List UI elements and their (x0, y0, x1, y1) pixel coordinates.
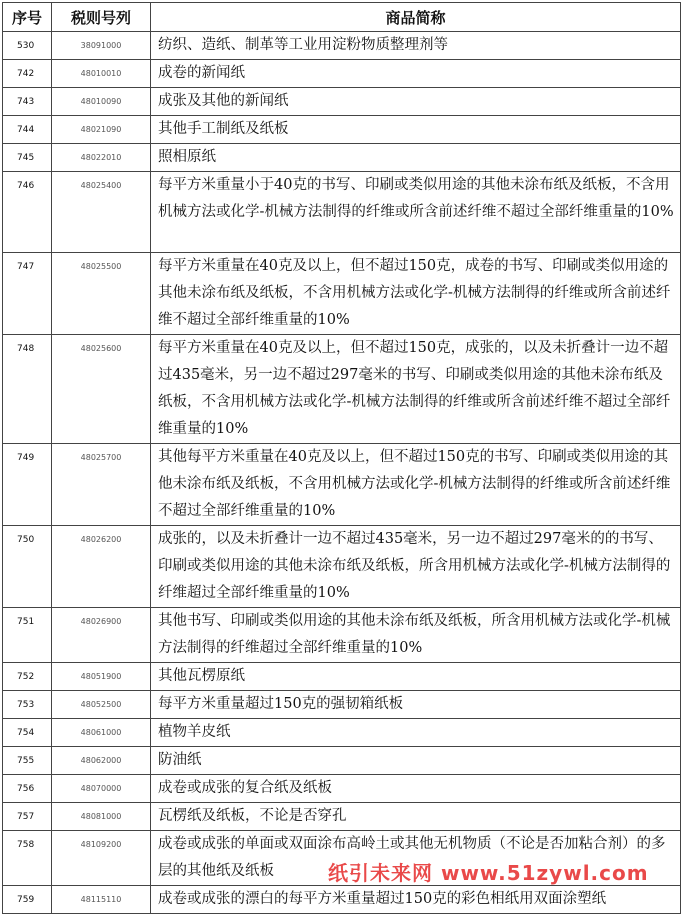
row-seq: 530 (3, 32, 52, 60)
table-row (3, 335, 681, 444)
table-row (3, 691, 681, 719)
row-code: 48025400 (52, 172, 151, 253)
row-name: 每平方米重量小于40克的书写、印刷或类似用途的其他未涂布纸及纸板，不含用机械方法或化学-机械方法制得的纤维或所含前述纤维不超过全部纤维重量的10% (151, 172, 681, 253)
row-seq: 748 (3, 335, 52, 444)
row-seq: 742 (3, 60, 52, 88)
table-row (3, 886, 681, 914)
site-watermark: 纸引未来网 www.51zywl.com (328, 861, 649, 885)
header-name: 商品简称 (151, 3, 681, 32)
row-code: 48025700 (52, 444, 151, 526)
header-code: 税则号列 (52, 3, 151, 32)
row-name: 防油纸 (151, 747, 681, 775)
table-row (3, 88, 681, 116)
row-name: 其他书写、印刷或类似用途的其他未涂布纸及纸板，所含用机械方法或化学-机械方法制得的纤维超过全部纤维重量的10% (151, 608, 681, 663)
table-row (3, 253, 681, 335)
row-code: 48025500 (52, 253, 151, 335)
row-name: 植物羊皮纸 (151, 719, 681, 747)
row-code: 48109200 (52, 831, 151, 886)
row-seq: 750 (3, 526, 52, 608)
row-name: 成卷的新闻纸 (151, 60, 681, 88)
row-seq: 755 (3, 747, 52, 775)
row-code: 48026200 (52, 526, 151, 608)
row-name: 其他每平方米重量在40克及以上，但不超过150克的书写、印刷或类似用途的其他未涂布纸及纸板，不含用机械方法或化学-机械方法制得的纤维或所含前述纤维不超过全部纤维重量的10% (151, 444, 681, 526)
row-seq: 744 (3, 116, 52, 144)
tariff-table (2, 2, 681, 914)
row-name: 其他手工制纸及纸板 (151, 116, 681, 144)
table-row (3, 663, 681, 691)
row-seq: 751 (3, 608, 52, 663)
table-row (3, 608, 681, 663)
row-seq: 759 (3, 886, 52, 914)
row-name: 照相原纸 (151, 144, 681, 172)
row-seq: 747 (3, 253, 52, 335)
header-seq: 序号 (3, 3, 52, 32)
row-seq: 746 (3, 172, 52, 253)
row-name: 成卷或成张的复合纸及纸板 (151, 775, 681, 803)
row-code: 48115110 (52, 886, 151, 914)
table-row (3, 144, 681, 172)
row-seq: 752 (3, 663, 52, 691)
row-seq: 757 (3, 803, 52, 831)
row-name: 其他瓦楞原纸 (151, 663, 681, 691)
row-code: 48021090 (52, 116, 151, 144)
row-name: 成张及其他的新闻纸 (151, 88, 681, 116)
row-name: 成卷或成张的漂白的每平方米重量超过150克的彩色相纸用双面涂塑纸 (151, 886, 681, 914)
table-row (3, 719, 681, 747)
table-row (3, 32, 681, 60)
table-row (3, 747, 681, 775)
row-code: 48026900 (52, 608, 151, 663)
table-row (3, 172, 681, 253)
row-code: 48061000 (52, 719, 151, 747)
row-name: 每平方米重量在40克及以上，但不超过150克，成卷的书写、印刷或类似用途的其他未涂布纸及纸板，不含用机械方法或化学-机械方法制得的纤维或所含前述纤维不超过全部纤维重量的10% (151, 253, 681, 335)
row-code: 48022010 (52, 144, 151, 172)
row-name: 成张的，以及未折叠计一边不超过435毫米，另一边不超过297毫米的的书写、印刷或类似用途的其他未涂布纸及纸板，所含用机械方法或化学-机械方法制得的纤维超过全部纤维重量的10% (151, 526, 681, 608)
header-row (3, 3, 681, 32)
row-code: 38091000 (52, 32, 151, 60)
row-name: 瓦楞纸及纸板，不论是否穿孔 (151, 803, 681, 831)
row-seq: 756 (3, 775, 52, 803)
table-row (3, 775, 681, 803)
table-row (3, 803, 681, 831)
row-code: 48010010 (52, 60, 151, 88)
table-row (3, 60, 681, 88)
row-name: 每平方米重量在40克及以上，但不超过150克，成张的，以及未折叠计一边不超过435毫米，另一边不超过297毫米的书写、印刷或类似用途的其他未涂布纸及纸板，不含用机械方法或化学-机械方法制得的纤维或所含前述纤维不超过全部纤维重量的10% (151, 335, 681, 444)
row-seq: 758 (3, 831, 52, 886)
row-seq: 743 (3, 88, 52, 116)
table-row (3, 444, 681, 526)
row-code: 48025600 (52, 335, 151, 444)
row-seq: 753 (3, 691, 52, 719)
row-name: 每平方米重量超过150克的强韧箱纸板 (151, 691, 681, 719)
row-name: 纺织、造纸、制革等工业用淀粉物质整理剂等 (151, 32, 681, 60)
row-code: 48052500 (52, 691, 151, 719)
row-code: 48062000 (52, 747, 151, 775)
table-row (3, 116, 681, 144)
row-name: 成卷或成张的单面或双面涂布高岭土或其他无机物质（不论是否加粘合剂）的多层的其他纸及纸板 (151, 831, 681, 886)
row-code: 48070000 (52, 775, 151, 803)
row-seq: 754 (3, 719, 52, 747)
row-code: 48051900 (52, 663, 151, 691)
row-seq: 749 (3, 444, 52, 526)
row-seq: 745 (3, 144, 52, 172)
row-code: 48081000 (52, 803, 151, 831)
table-row (3, 526, 681, 608)
row-code: 48010090 (52, 88, 151, 116)
